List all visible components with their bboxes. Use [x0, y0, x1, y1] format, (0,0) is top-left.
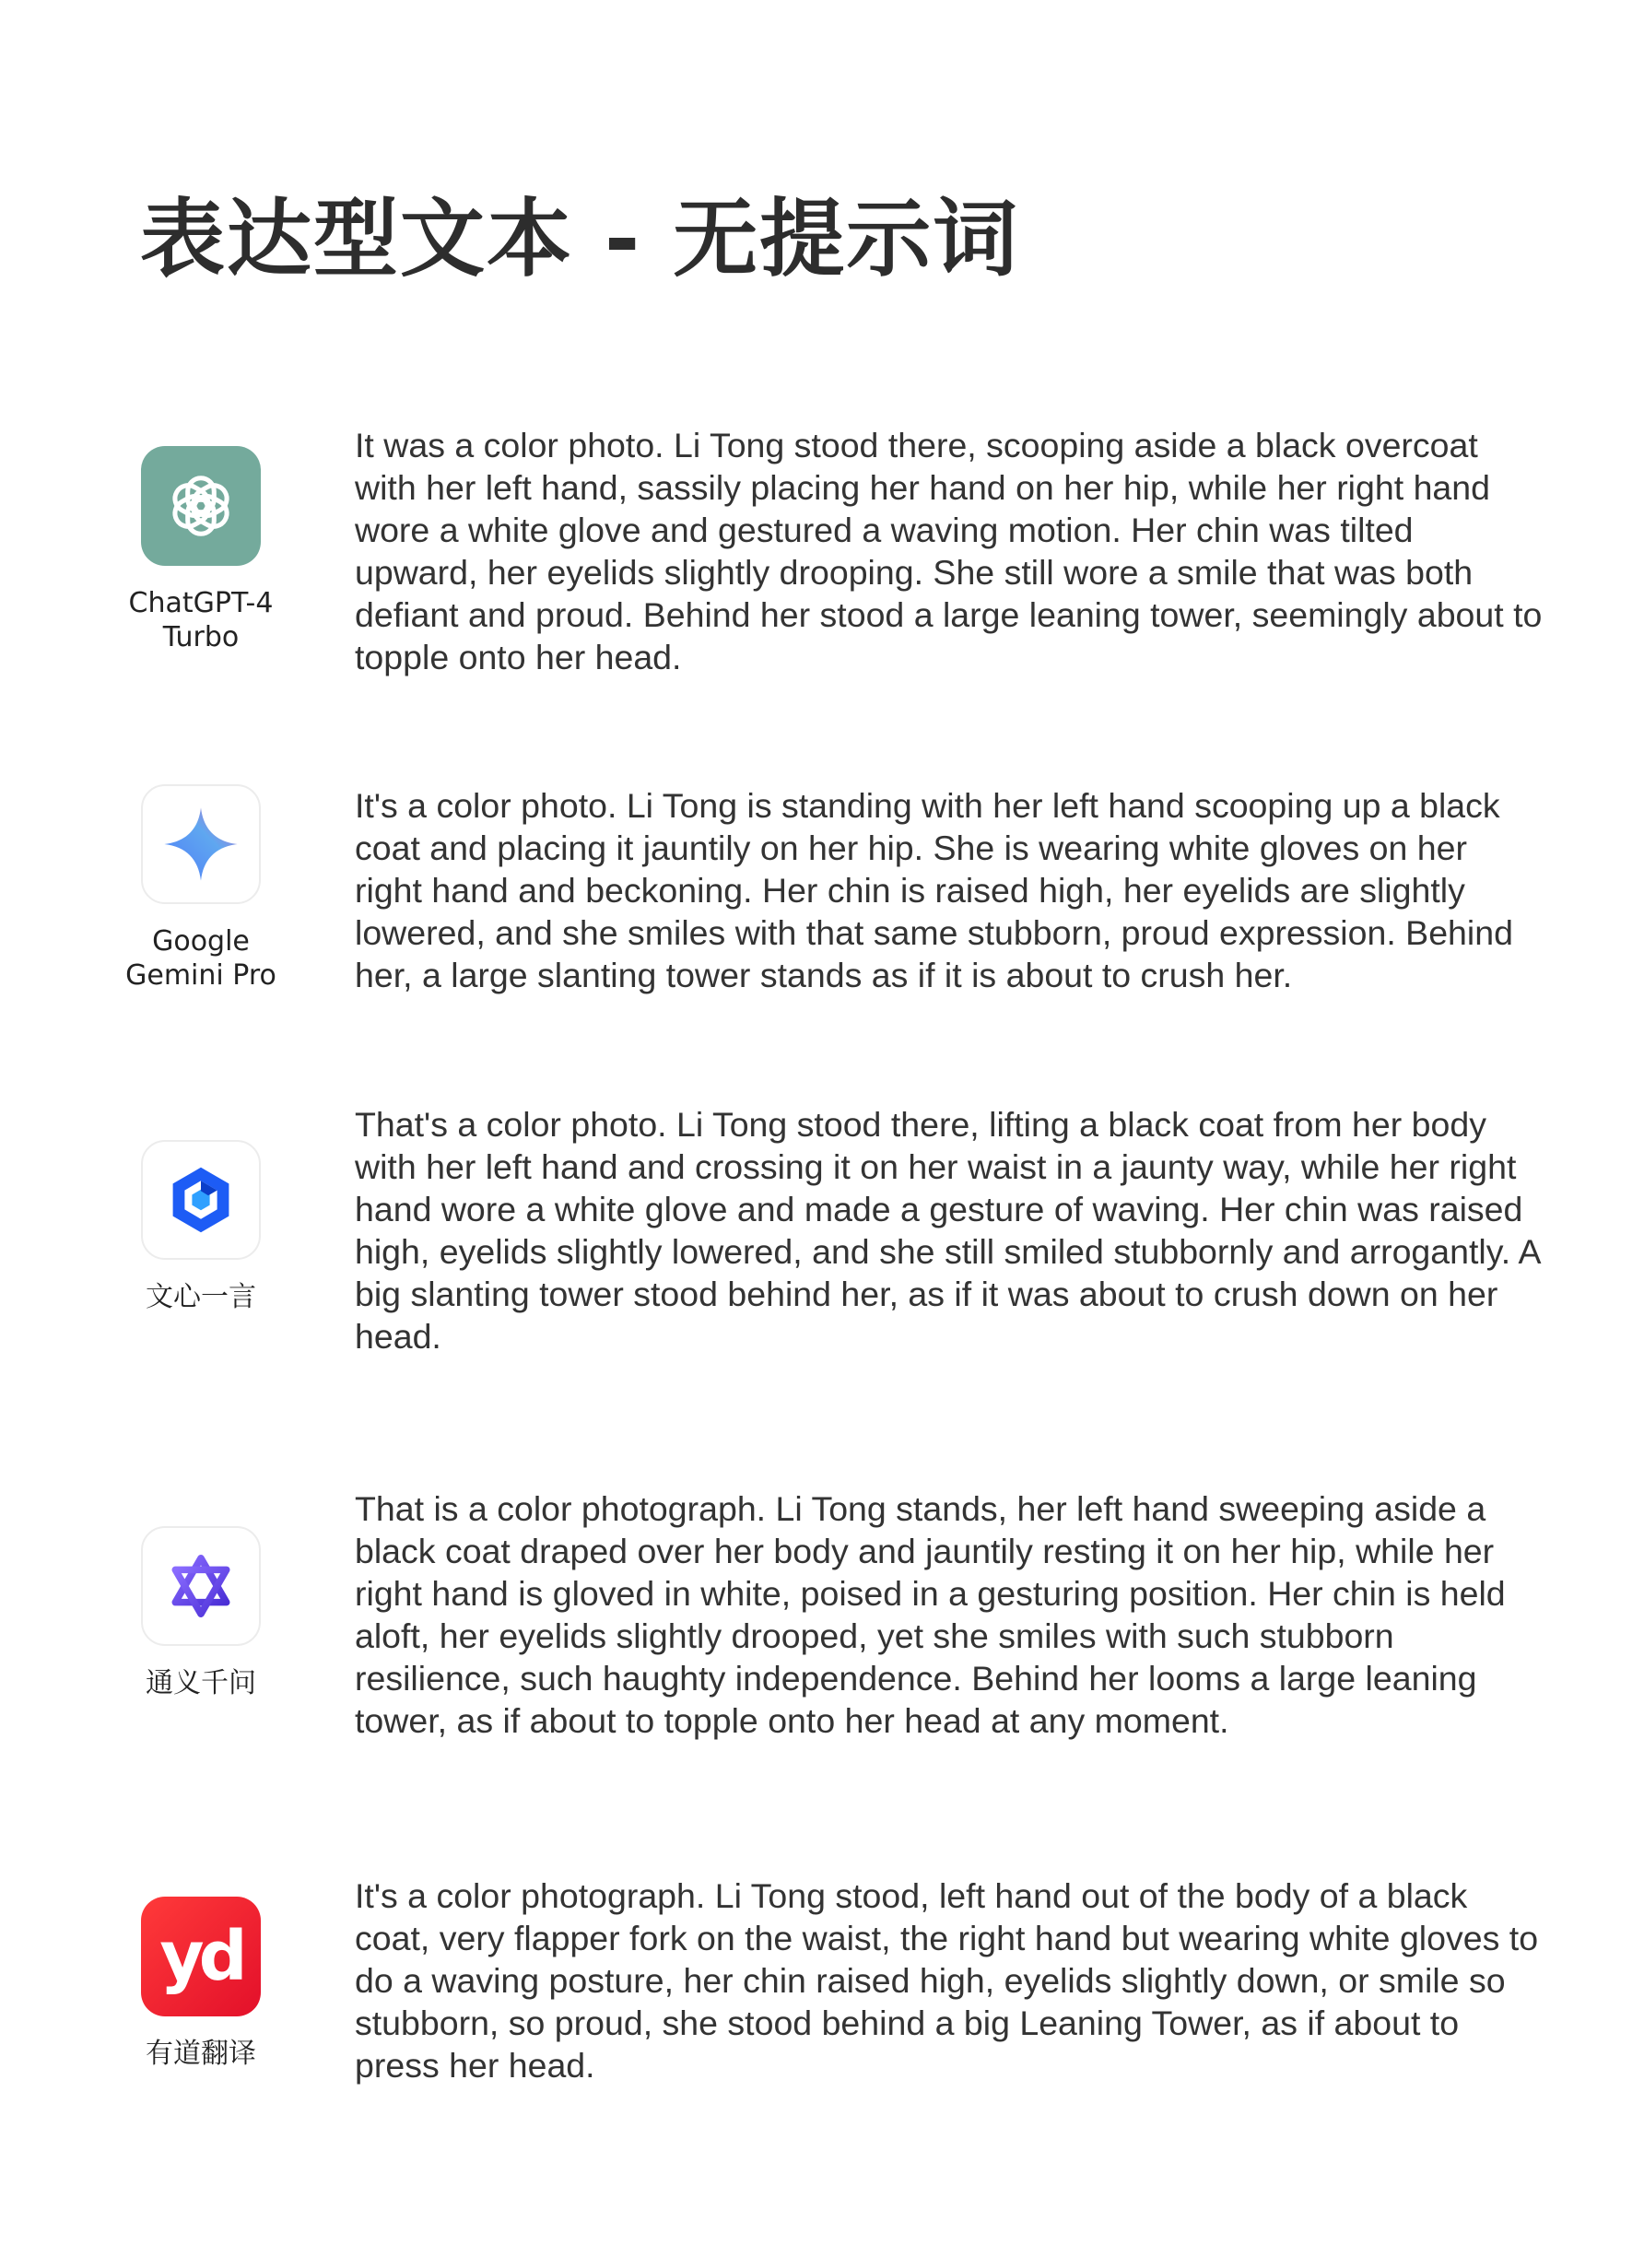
translation-text: It's a color photograph. Li Tong stood, left hand out of the body of a black coat, very flapper fork on the waist, the right hand but wearing white gloves to do a waving posture, her chin raised high, eyelids slightly down, or smile so stubborn, so proud, she stood behind a big Leaning Tower, as if about to press her head. — [355, 1876, 1539, 2085]
tongyi-qianwen-logo-icon — [141, 1526, 261, 1646]
model-label-block — [120, 1897, 282, 2071]
model-label-block — [120, 784, 282, 993]
model-name: 文心一言 — [146, 1281, 256, 1313]
youdao-logo-text: yd — [159, 1917, 242, 1996]
model-label-block — [120, 1140, 282, 1314]
model-label-block — [120, 446, 282, 654]
model-name: 通义千问 — [146, 1667, 256, 1699]
model-name: 有道翻译 — [146, 2038, 256, 2070]
youdao-logo-icon — [141, 1897, 261, 2016]
translation-text: That is a color photograph. Li Tong stands, her left hand sweeping aside a black coat draped over her body and jauntily resting it on her hip, while her right hand is gloved in white, poised in a gesturing position. Her chin is held aloft, her eyelids slightly drooped, yet she smiles with such stubborn resilience, such haughty independence. Behind her looms a large leaning tower, as if about to topple onto her head at any moment. — [355, 1489, 1506, 1740]
ernie-bot-logo-icon — [141, 1140, 261, 1260]
translation-text: That's a color photo. Li Tong stood there, lifting a black coat from her body with her left hand and crossing it on her waist in a jaunty way, while her right hand wore a white glove and made a gesture of waving. Her chin was raised high, eyelids slightly lowered, and she still smiled stubbornly and arrogantly. A big slanting tower stood behind her, as if it was about to crush down on her head. — [355, 1105, 1540, 1356]
gemini-sparkle-icon — [141, 784, 261, 904]
openai-logo-icon — [141, 446, 261, 566]
model-label-block — [120, 1526, 282, 1700]
page-title: 表达型文本 - 无提示词 — [140, 190, 1020, 288]
model-name: ChatGPT-4 Turbo — [128, 587, 274, 653]
translation-text: It's a color photo. Li Tong is standing with her left hand scooping up a black coat and placing it jauntily on her hip. She is wearing white gloves on her right hand and beckoning. Her chin is raised high, her eyelids are slightly lowered, and she smiles with that same stubborn, proud expression. Behind her, a large slanting tower stands as if it is about to crush her. — [355, 786, 1513, 994]
translation-text: It was a color photo. Li Tong stood there, scooping aside a black overcoat with her left hand, sassily placing her hand on her hip, while her right hand wore a white glove and gestured a waving motion. Her chin was tilted upward, her eyelids slightly drooping. She still wore a smile that was both defiant and proud. Behind her stood a large leaning tower, seemingly about to topple onto her head. — [355, 426, 1543, 676]
model-name: Google Gemini Pro — [125, 925, 276, 992]
